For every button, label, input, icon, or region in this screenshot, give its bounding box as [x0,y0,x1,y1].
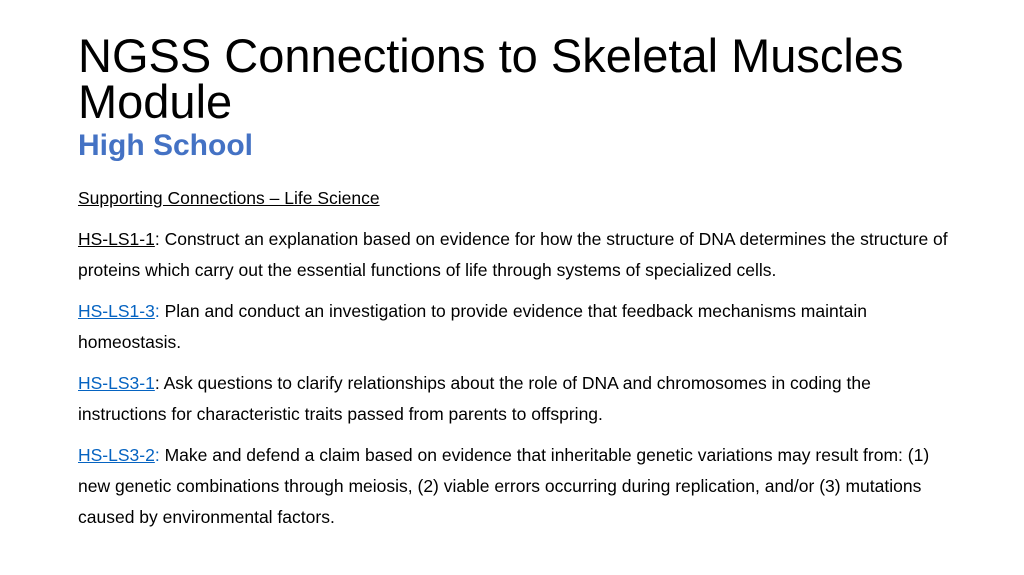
standard-code-link[interactable]: HS-LS1-3 [78,301,155,321]
standard-description: Plan and conduct an investigation to provide evidence that feedback mechanisms maintain homeostasis. [78,301,867,352]
standard-description: Construct an explanation based on evidence for how the structure of DNA determines the structure of proteins which carry out the essential functions of life through systems of specialized cells. [78,229,948,280]
standard-code-link[interactable]: HS-LS3-1 [78,373,155,393]
standard-item [78,296,958,358]
standard-separator: : [154,301,160,321]
standard-separator: : [154,445,160,465]
standard-description: Make and defend a claim based on evidence that inheritable genetic variations may result from: (1) new genetic combinations through meiosis, (2) viable errors occurring during replication, and/or (3) mutations caused by environmental factors. [78,445,930,527]
section-heading: Supporting Connections – Life Science [78,188,380,208]
standard-item [78,368,958,430]
standard-separator: : [154,373,160,393]
standard-description: Ask questions to clarify relationships about the role of DNA and chromosomes in coding the instructions for characteristic traits passed from parents to offspring. [78,373,871,424]
slide-title: NGSS Connections to Skeletal Muscles Module [78,29,904,128]
slide-body [78,183,958,543]
standard-separator: : [154,229,160,249]
slide-subtitle: High School [78,129,253,162]
standard-code-link[interactable]: HS-LS3-2 [78,445,155,465]
standard-item [78,440,958,533]
standard-code-link[interactable]: HS-LS1-1 [78,229,155,249]
standard-item [78,224,958,286]
